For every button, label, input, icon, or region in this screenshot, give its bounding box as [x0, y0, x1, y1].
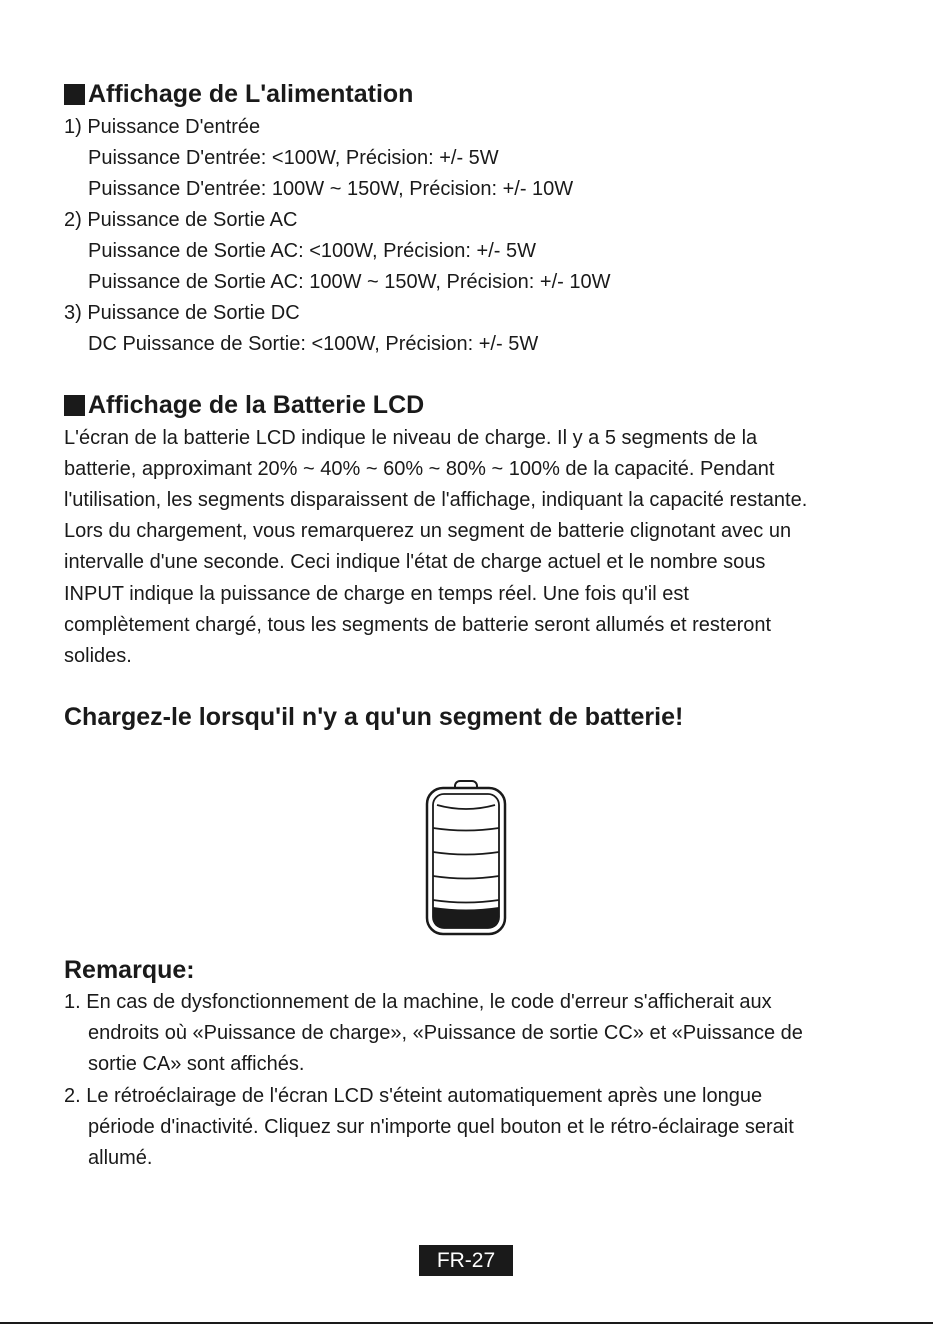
list-subitem: Puissance de Sortie AC: <100W, Précision: +/- 5W — [88, 240, 536, 262]
list-subitem: Puissance de Sortie AC: 100W ~ 150W, Précision: +/- 10W — [88, 271, 611, 293]
list-item: 2) Puissance de Sortie AC — [64, 209, 298, 231]
remark-item-cont: sortie CA» sont affichés. — [88, 1053, 305, 1075]
remark-item-cont: allumé. — [88, 1147, 153, 1169]
section-title: Affichage de L'alimentation — [88, 80, 414, 108]
remark-item: 2. Le rétroéclairage de l'écran LCD s'éteint automatiquement après une longue — [64, 1085, 763, 1107]
list-item: 3) Puissance de Sortie DC — [64, 302, 300, 324]
paragraph-line: L'écran de la batterie LCD indique le niveau de charge. Il y a 5 segments de la — [64, 427, 758, 449]
remark-item: 1. En cas de dysfonctionnement de la machine, le code d'erreur s'afficherait aux — [64, 991, 772, 1013]
paragraph-line: l'utilisation, les segments disparaissent de l'affichage, indiquant la capacité restante. — [64, 489, 808, 511]
square-bullet-icon — [64, 395, 85, 416]
paragraph-line: solides. — [64, 645, 132, 667]
list-subitem: Puissance D'entrée: 100W ~ 150W, Précision: +/- 10W — [88, 178, 574, 200]
paragraph-line: batterie, approximant 20% ~ 40% ~ 60% ~ 80% ~ 100% de la capacité. Pendant — [64, 458, 775, 480]
list-item: 1) Puissance D'entrée — [64, 116, 261, 138]
charge-warning: Chargez-le lorsqu'il n'y a qu'un segment de batterie! — [64, 703, 684, 731]
section-title: Affichage de la Batterie LCD — [88, 391, 425, 419]
paragraph-line: complètement chargé, tous les segments de batterie seront allumés et resteront — [64, 614, 772, 636]
list-subitem: DC Puissance de Sortie: <100W, Précision: +/- 5W — [88, 333, 539, 355]
square-bullet-icon — [64, 84, 85, 105]
page-number-badge: FR-27 — [419, 1245, 513, 1276]
remark-item-cont: endroits où «Puissance de charge», «Puissance de sortie CC» et «Puissance de — [88, 1022, 803, 1044]
remark-item-cont: période d'inactivité. Cliquez sur n'importe quel bouton et le rétro-éclairage serait — [88, 1116, 794, 1138]
paragraph-line: intervalle d'une seconde. Ceci indique l'état de charge actuel et le nombre sous — [64, 551, 766, 573]
paragraph-line: Lors du chargement, vous remarquerez un segment de batterie clignotant avec un — [64, 520, 792, 542]
section-heading-power-display — [64, 79, 413, 109]
remarks-title: Remarque: — [64, 956, 195, 984]
section-heading-battery-lcd — [64, 390, 424, 420]
list-subitem: Puissance D'entrée: <100W, Précision: +/- 5W — [88, 147, 499, 169]
paragraph-line: INPUT indique la puissance de charge en temps réel. Une fois qu'il est — [64, 583, 689, 605]
battery-one-segment-icon — [425, 779, 507, 936]
